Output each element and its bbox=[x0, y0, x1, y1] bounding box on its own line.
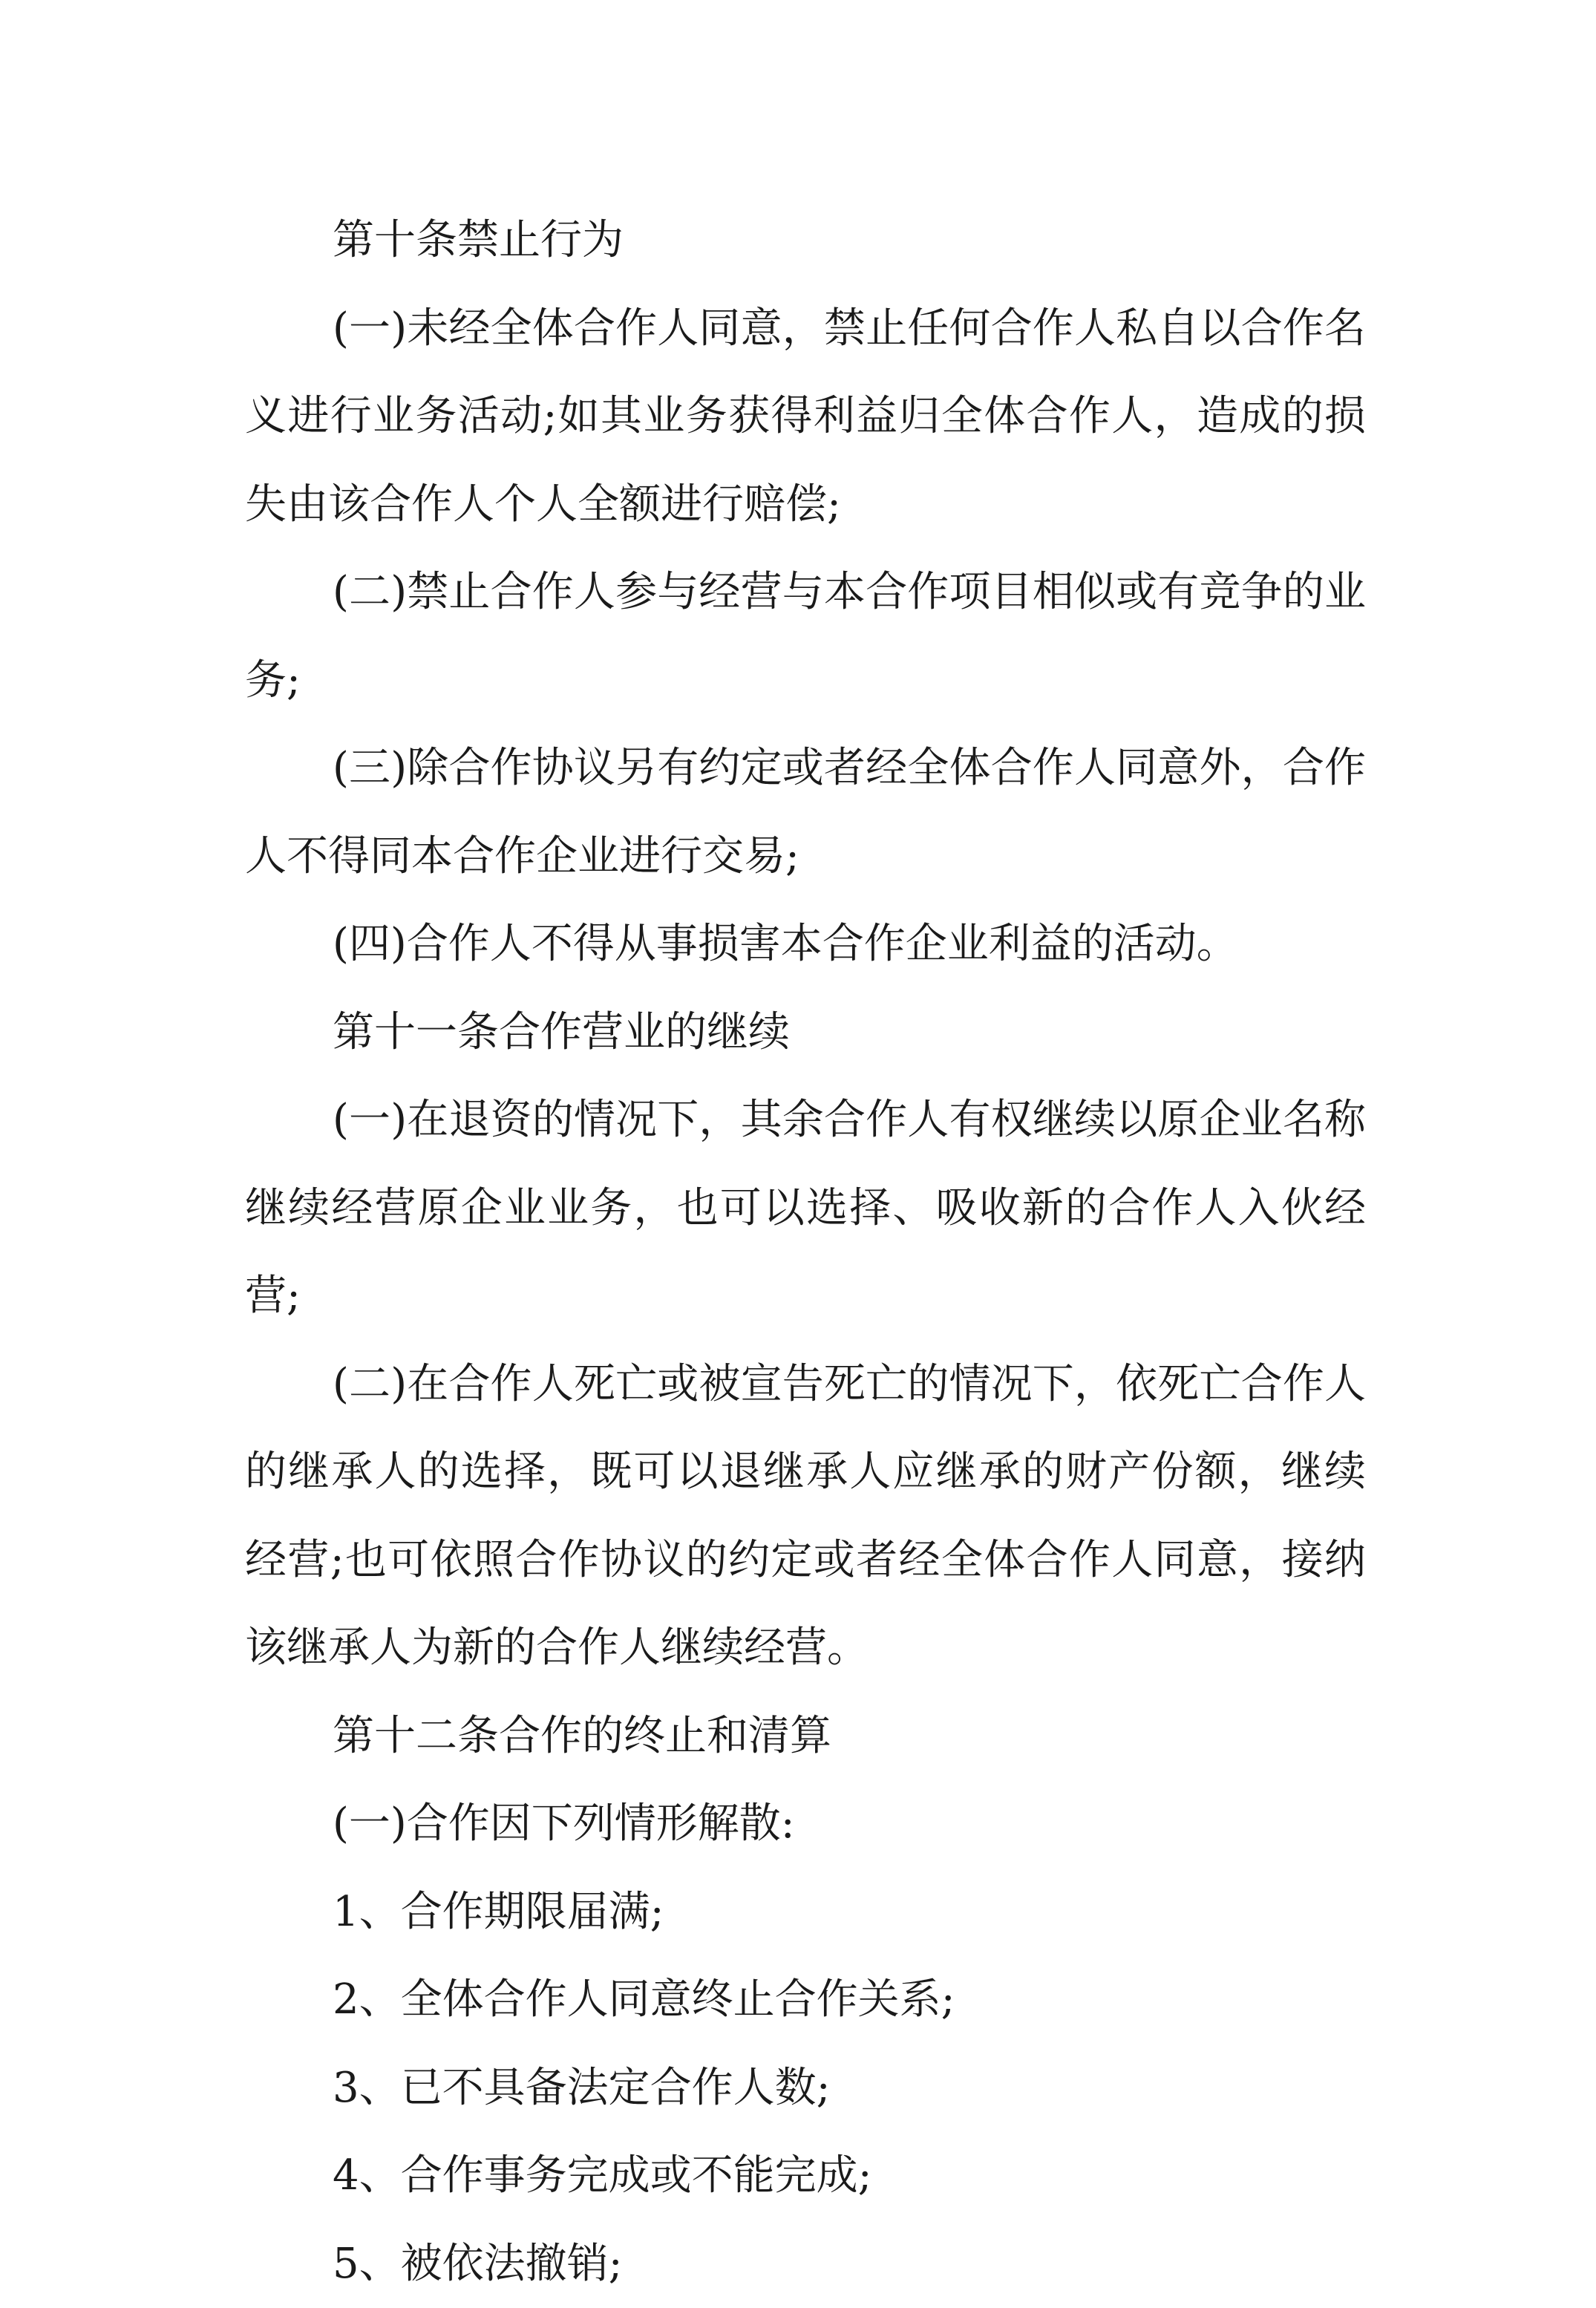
article-10-clause-2: (二)禁止合作人参与经营与本合作项目相似或有竞争的业务; bbox=[245, 549, 1366, 725]
article-11-clause-1: (一)在退资的情况下，其余合作人有权继续以原企业名称继续经营原企业业务，也可以选择、吸收新的合作人入伙经营; bbox=[245, 1076, 1366, 1341]
article-10-heading: 第十条禁止行为 bbox=[245, 197, 1366, 285]
article-10-clause-1: (一)未经全体合作人同意，禁止任何合作人私自以合作名义进行业务活动;如其业务获得利益归全体合作人，造成的损失由该合作人个人全额进行赔偿; bbox=[245, 285, 1366, 549]
dissolution-item-2: 2、全体合作人同意终止合作关系; bbox=[245, 1956, 1366, 2044]
article-11-clause-2: (二)在合作人死亡或被宣告死亡的情况下，依死亡合作人的继承人的选择，既可以退继承人应继承的财产份额，继续经营;也可依照合作协议的约定或者经全体合作人同意，接纳该继承人为新的合作人继续经营。 bbox=[245, 1341, 1366, 1693]
dissolution-item-3: 3、已不具备法定合作人数; bbox=[245, 2044, 1366, 2133]
dissolution-item-4: 4、合作事务完成或不能完成; bbox=[245, 2132, 1366, 2220]
article-11-heading: 第十一条合作营业的继续 bbox=[245, 989, 1366, 1077]
document-body bbox=[245, 197, 1366, 2308]
article-10-clause-4: (四)合作人不得从事损害本合作企业利益的活动。 bbox=[245, 900, 1366, 989]
dissolution-item-5: 5、被依法撤销; bbox=[245, 2220, 1366, 2308]
article-12-heading: 第十二条合作的终止和清算 bbox=[245, 1693, 1366, 1781]
article-10-clause-3: (三)除合作协议另有约定或者经全体合作人同意外，合作人不得同本合作企业进行交易; bbox=[245, 725, 1366, 900]
article-12-clause-1: (一)合作因下列情形解散: bbox=[245, 1780, 1366, 1869]
dissolution-item-1: 1、合作期限届满; bbox=[245, 1869, 1366, 1957]
